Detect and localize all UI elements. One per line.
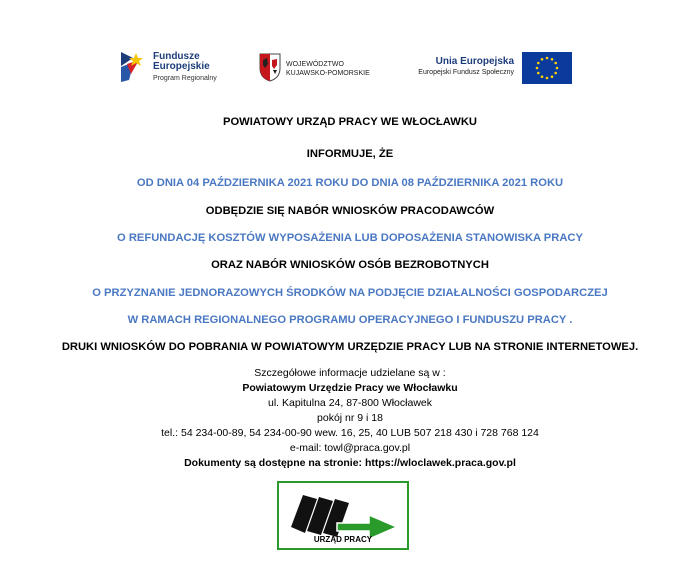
- fe-line1: Fundusze: [153, 51, 200, 62]
- fe-line3: Program Regionalny: [153, 75, 217, 82]
- kp-line1: WOJEWÓDZTWO: [286, 61, 344, 68]
- unia-europejska-logo: [402, 52, 572, 84]
- contact-intro: Szczegółowe informacje udzielane są w :: [254, 367, 446, 379]
- date-range: OD DNIA 04 PAŹDZIERNIKA 2021 ROKU DO DNIA 08 PAŹDZIERNIKA 2021 ROKU: [136, 177, 564, 189]
- employer-applications: ODBĘDZIE SIĘ NABÓR WNIOSKÓW PRACODAWCÓW: [205, 205, 495, 217]
- contact-email: e-mail: towl@praca.gov.pl: [289, 442, 411, 454]
- ue-line1: Unia Europejska: [435, 56, 514, 67]
- fe-line2: Europejskie: [153, 61, 210, 72]
- eu-flag-icon: [522, 52, 572, 84]
- ue-line2: Europejski Fundusz Społeczny: [418, 69, 514, 76]
- unemployed-applications: ORAZ NABÓR WNIOSKÓW OSÓB BEZROBOTNYCH: [211, 259, 489, 271]
- heading-informs: INFORMUJE, ŻE: [306, 148, 394, 160]
- coat-of-arms-icon: [258, 52, 282, 82]
- contact-room: pokój nr 9 i 18: [317, 412, 383, 424]
- fundusze-europejskie-logo: [119, 50, 239, 86]
- fe-emblem-icon: [119, 50, 149, 84]
- contact-address: ul. Kapitulna 24, 87-800 Włocławek: [267, 397, 432, 409]
- urzad-pracy-logo: [277, 481, 409, 550]
- urzad-pracy-label: URZĄD PRACY: [313, 535, 373, 544]
- forms-download: DRUKI WNIOSKÓW DO POBRANIA W POWIATOWYM URZĘDZIE PRACY LUB NA STRONIE INTERNETOWEJ.: [61, 341, 639, 353]
- kujawsko-pomorskie-logo: [258, 52, 378, 84]
- heading-office: POWIATOWY URZĄD PRACY WE WŁOCŁAWKU: [223, 116, 477, 128]
- program-funding: W RAMACH REGIONALNEGO PROGRAMU OPERACYJNEGO I FUNDUSZU PRACY .: [127, 314, 573, 326]
- contact-office: Powiatowym Urzędzie Pracy we Włocławku: [242, 382, 458, 394]
- kp-line2: KUJAWSKO-POMORSKIE: [286, 70, 370, 77]
- business-grant: O PRZYZNANIE JEDNORAZOWYCH ŚRODKÓW NA PODJĘCIE DZIAŁALNOŚCI GOSPODARCZEJ: [92, 287, 608, 299]
- refund-purpose: O REFUNDACJĘ KOSZTÓW WYPOSAŻENIA LUB DOPOSAŻENIA STANOWISKA PRACY: [117, 232, 583, 244]
- contact-website: Dokumenty są dostępne na stronie: https://wloclawek.praca.gov.pl: [184, 457, 516, 469]
- contact-phones: tel.: 54 234-00-89, 54 234-00-90 wew. 16, 25, 40 LUB 507 218 430 i 728 768 124: [161, 427, 539, 439]
- logo-bar: [0, 48, 700, 88]
